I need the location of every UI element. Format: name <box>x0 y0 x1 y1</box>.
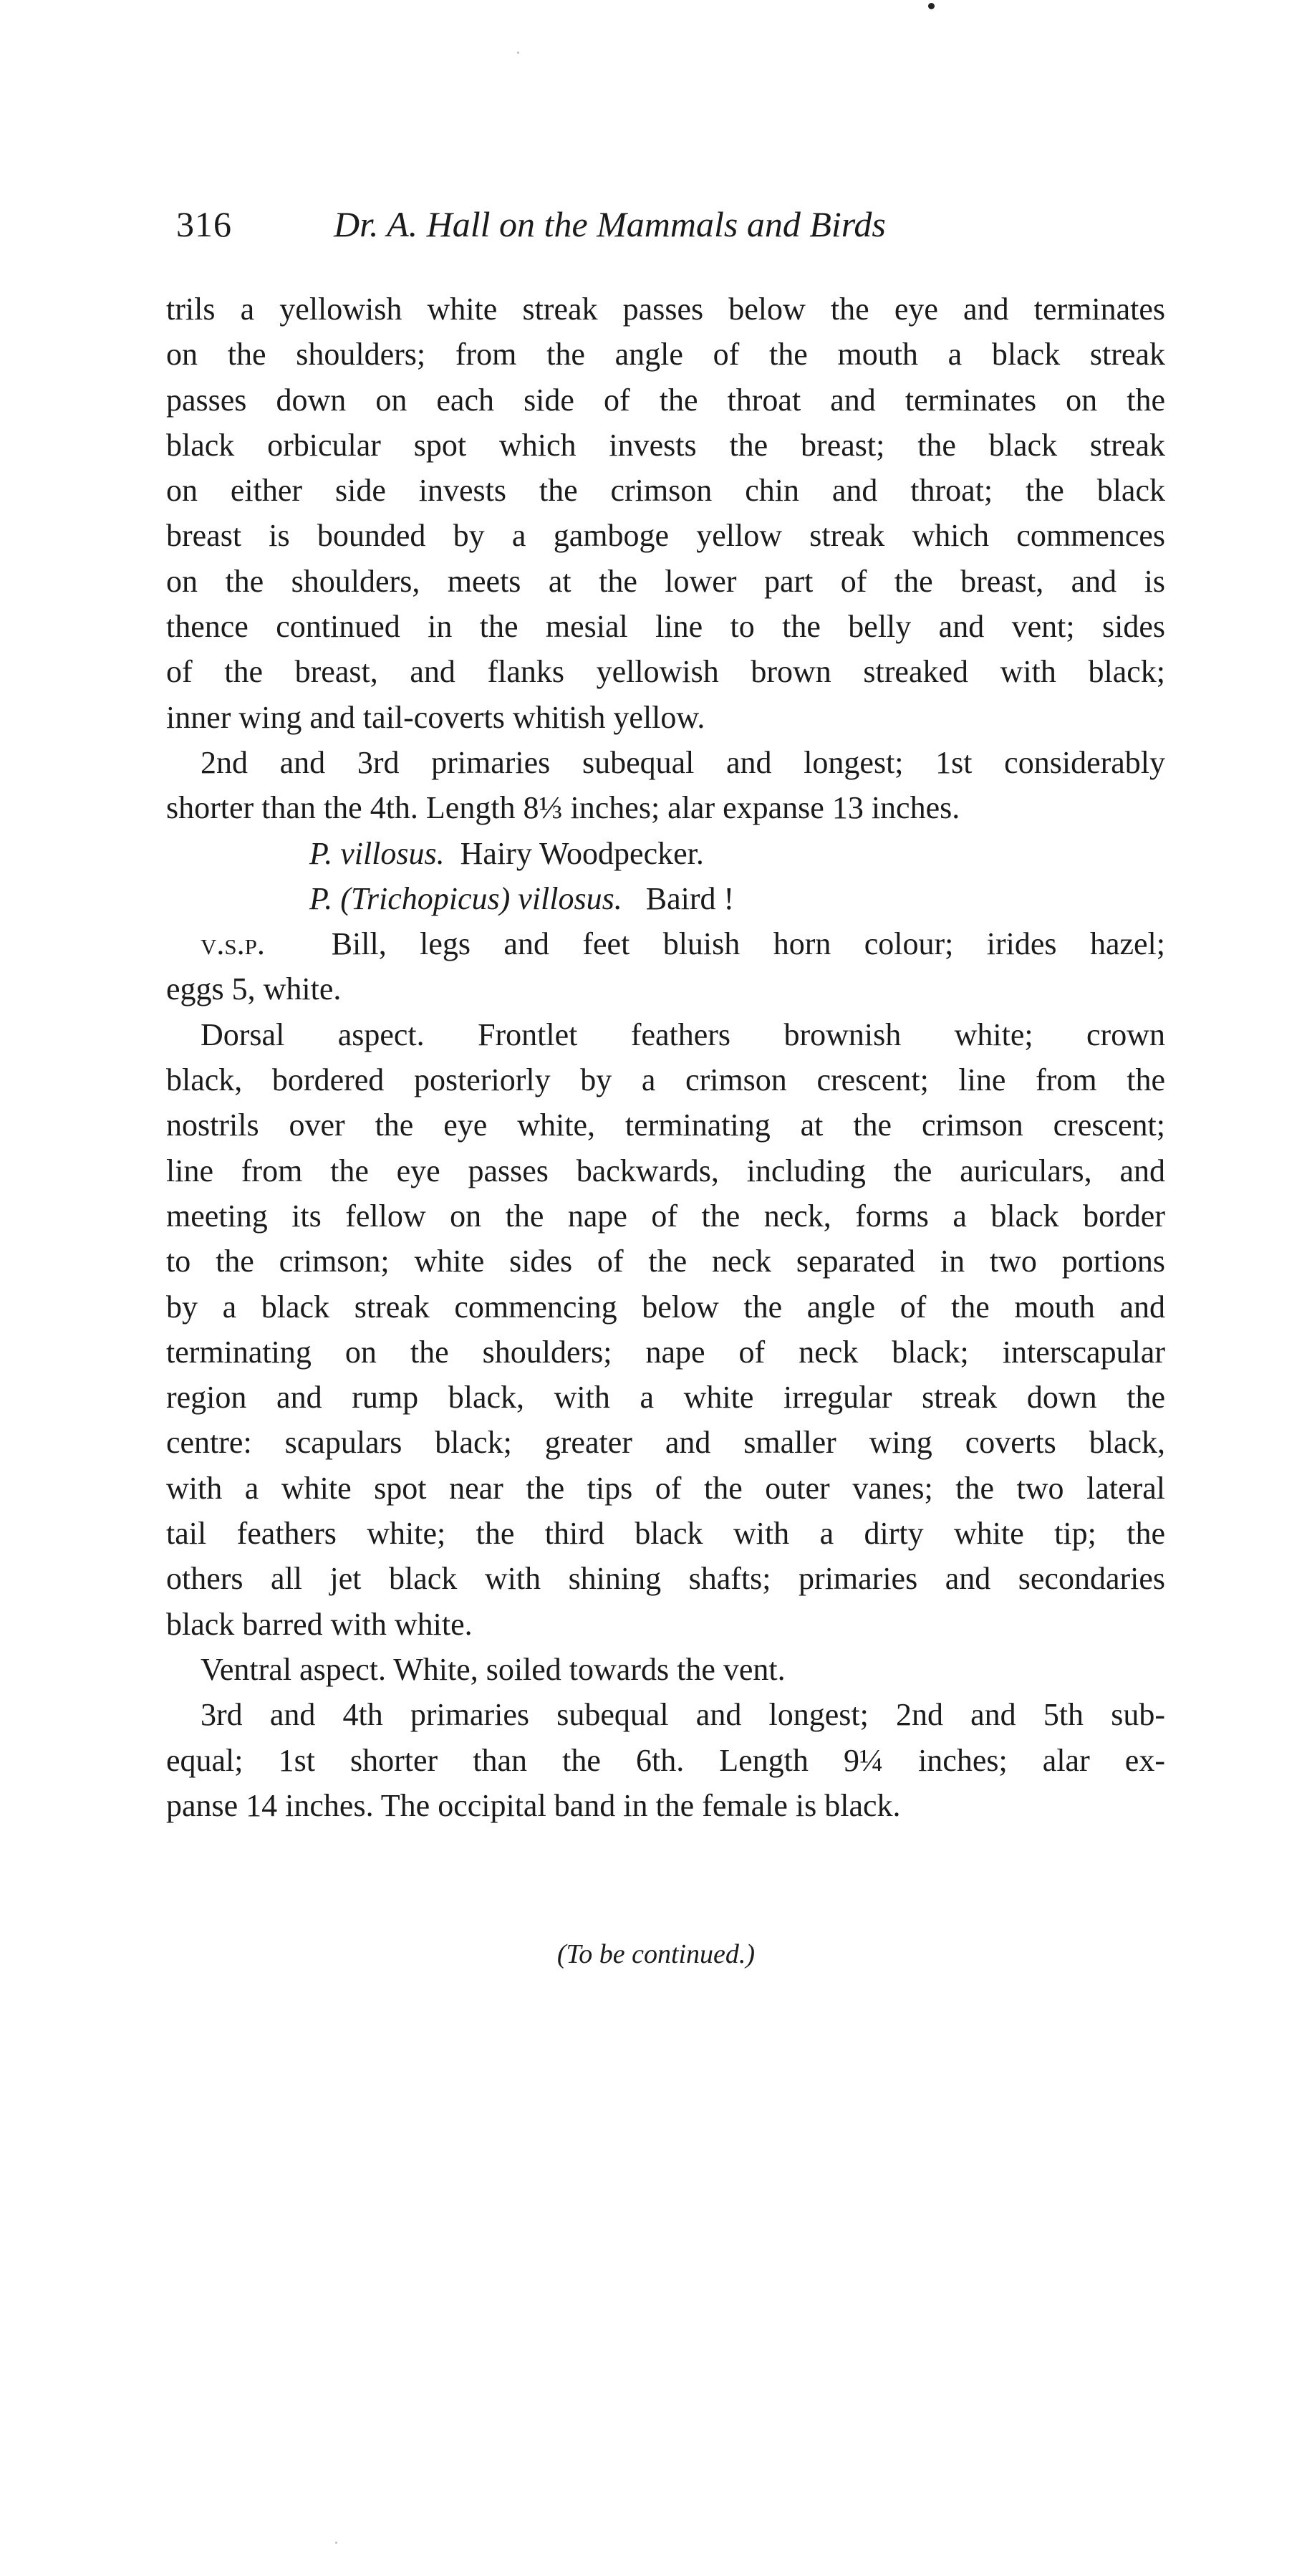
text-line <box>166 921 1165 966</box>
text-line: centre: scapulars black; greater and smaller wing coverts black, <box>166 1425 1165 1461</box>
species-authority: Baird ! <box>645 880 735 916</box>
text-line: thence continued in the mesial line to the belly and vent; sides <box>166 609 1165 645</box>
text-line: region and rump black, with a white irregular streak down the <box>166 1380 1165 1416</box>
text-line: inner wing and tail-coverts whitish yellow. <box>166 699 705 735</box>
text-line: black barred with white. <box>166 1606 473 1642</box>
species-synonym-line <box>166 876 1165 921</box>
text-line: breast is bounded by a gamboge yellow streak which commences <box>166 518 1165 554</box>
species-synonym: P. (Trichopicus) villosus. <box>309 880 622 916</box>
ink-speck <box>335 2542 337 2544</box>
text-line: line from the eye passes backwards, including the auriculars, and <box>166 1153 1165 1188</box>
text-line: 2nd and 3rd primaries subequal and longest; 1st considerably <box>201 744 1165 780</box>
text-line: on either side invests the crimson chin and throat; the black <box>166 473 1165 509</box>
text-line: meeting its fellow on the nape of the neck, forms a black border <box>166 1198 1165 1234</box>
text-line: with a white spot near the tips of the outer vanes; the two lateral <box>166 1470 1165 1506</box>
text-line: Ventral aspect. White, soiled towards the vent. <box>201 1651 786 1687</box>
page-number: 316 <box>176 204 232 244</box>
text-line: others all jet black with shining shafts; primaries and secondaries <box>166 1561 1165 1597</box>
body-text <box>166 287 1165 1828</box>
text-line: shorter than the 4th. Length 8⅓ inches; alar expanse 13 inches. <box>166 790 960 826</box>
vsp-text: Bill, legs and feet bluish horn colour; irides hazel; <box>331 926 1165 962</box>
text-line: Dorsal aspect. Frontlet feathers brownish white; crown <box>201 1017 1165 1052</box>
ink-speck <box>517 52 519 54</box>
text-line: to the crimson; white sides of the neck separated in two portions <box>166 1244 1165 1279</box>
text-line: on the shoulders, meets at the lower part of the breast, and is <box>166 563 1165 599</box>
text-line: black orbicular spot which invests the breast; the black streak <box>166 427 1165 463</box>
text-line: of the breast, and flanks yellowish brown streaked with black; <box>166 654 1165 690</box>
text-line: 3rd and 4th primaries subequal and longest; 2nd and 5th sub- <box>201 1697 1165 1733</box>
text-line: on the shoulders; from the angle of the mouth a black streak <box>166 337 1165 373</box>
continued-note: (To be continued.) <box>556 1939 756 1969</box>
species-heading <box>166 831 1165 876</box>
vsp-label: v.s.p. <box>201 926 265 962</box>
common-name: Hairy Woodpecker. <box>460 835 704 871</box>
text-line: nostrils over the eye white, terminating at the crimson crescent; <box>166 1107 1165 1143</box>
running-head <box>176 199 1172 249</box>
text-line: passes down on each side of the throat and terminates on the <box>166 382 1165 418</box>
text-line: equal; 1st shorter than the 6th. Length 9¼ inches; alar ex- <box>166 1742 1165 1778</box>
text-line: black, bordered posteriorly by a crimson crescent; line from the <box>166 1062 1165 1098</box>
text-line: tail feathers white; the third black with a dirty white tip; the <box>166 1516 1165 1552</box>
text-line: panse 14 inches. The occipital band in the female is black. <box>166 1787 901 1823</box>
text-line: eggs 5, white. <box>166 971 342 1007</box>
text-line: trils a yellowish white streak passes below the eye and terminates <box>166 292 1165 327</box>
running-title: Dr. A. Hall on the Mammals and Birds <box>334 204 886 244</box>
text-line: by a black streak commencing below the angle of the mouth and <box>166 1289 1165 1325</box>
ink-speck <box>928 3 935 9</box>
species-name: P. villosus. <box>309 835 445 871</box>
text-line: terminating on the shoulders; nape of neck black; interscapular <box>166 1334 1165 1370</box>
